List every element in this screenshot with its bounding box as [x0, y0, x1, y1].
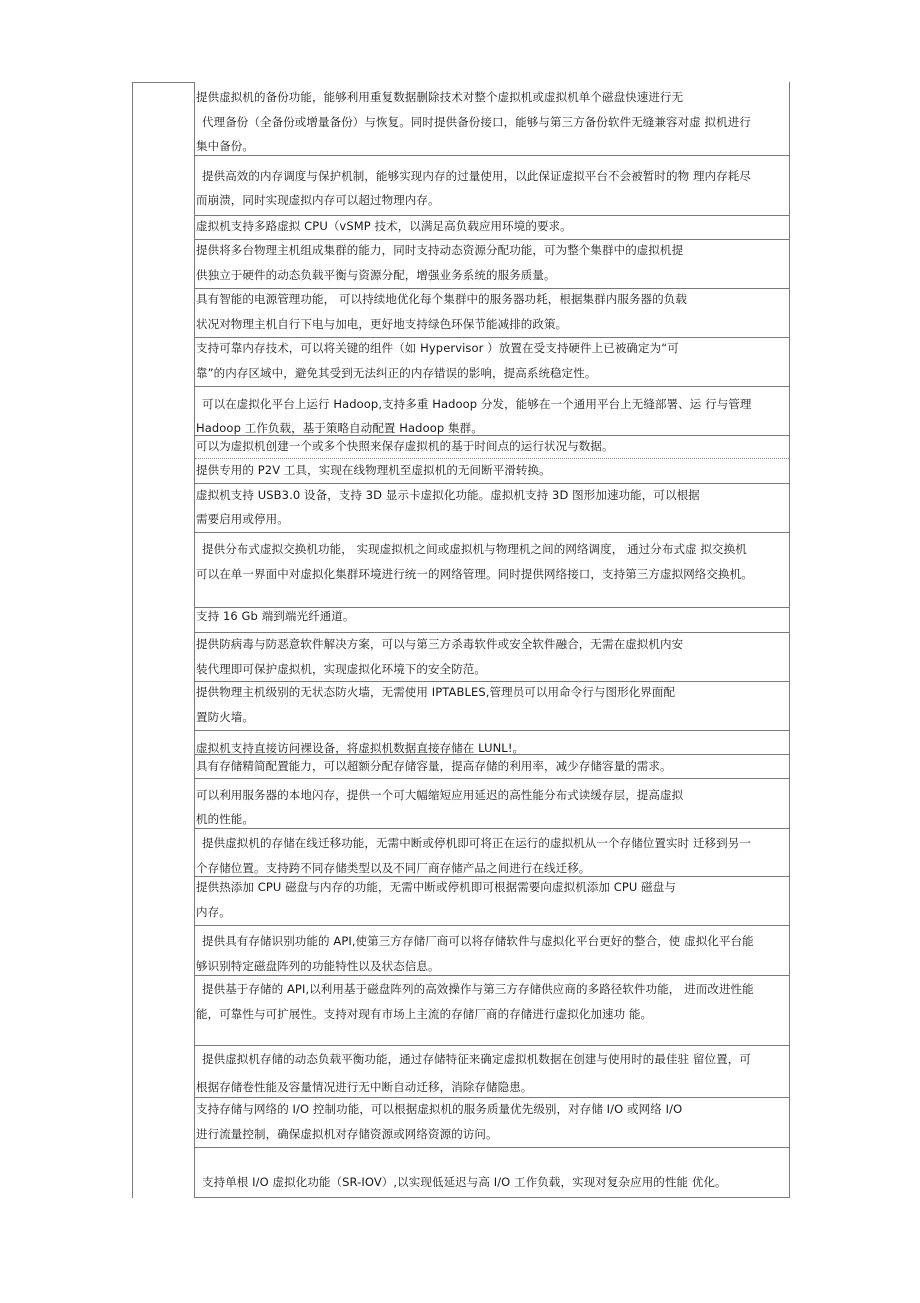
row-text-line: 虚拟机支持多路虚拟 CPU（vSMP 技术，以满足高负载应用环境的要求。	[196, 219, 572, 233]
row-text-line: 支持存储与网络的 I/O 控制功能，可以根据虚拟机的服务质量优先级别，对存储 I/O 或网络 I/O	[196, 1102, 683, 1116]
row-text-line: 提供具有存储识别功能的 API,使第三方存储厂商可以将存储软件与虚拟化平台更好的整合，使 虚拟化平台能	[202, 934, 754, 948]
table-row	[195, 755, 789, 779]
table-row	[195, 682, 789, 731]
table-row	[195, 1148, 789, 1198]
table-row	[195, 533, 789, 608]
table-row	[195, 731, 789, 755]
row-text-line: 虚拟机支持 USB3.0 设备，支持 3D 显示卡虚拟化功能。虚拟机支持 3D 图形加速功能，可以根据	[196, 488, 700, 502]
row-text-line: 可以在单一界面中对虚拟化集群环境进行统一的网络管理。同时提供网络接口，支持第三方虚拟网络交换机。	[196, 567, 753, 581]
row-text-line: 支持单根 I/O 虚拟化功能（SR-IOV）,以实现低延迟与高 I/O 工作负载，实现对复杂应用的性能 优化。	[202, 1175, 727, 1189]
row-text-line: 而崩溃，同时实现虚拟内存可以超过物理内存。	[196, 193, 440, 207]
row-text-line: 可以在虚拟化平台上运行 Hadoop,支持多重 Hadoop 分发，能够在一个通用平台上无缝部署、运 行与管理	[202, 397, 752, 411]
row-text-line: 能，可靠性与可扩展性。支持对现有市场上主流的存储厂商的存储进行虚拟化加速功 能。	[196, 1007, 653, 1021]
row-text-line: 提供物理主机级别的无状态防火墙，无需使用 IPTABLES,管理员可以用命令行与图形化界面配	[196, 685, 676, 699]
row-text-line: 个存储位置。支持跨不同存储类型以及不同厂商存储产品之间进行在线迁移。	[196, 861, 591, 875]
table-row	[195, 387, 789, 436]
row-text-line: 状况对物理主机自行下电与加电，更好地支持绿色环保节能减排的政策。	[196, 317, 568, 331]
row-text-line: 根据存储卷性能及容量情况进行无中断自动迁移，消除存储隐患。	[196, 1080, 533, 1094]
row-text-line: 提供防病毒与防恶意软件解决方案，可以与第三方杀毒软件或安全软件融合，无需在虚拟机内安	[196, 637, 684, 651]
row-text-line: 提供基于存储的 API,以利用基于磁盘阵列的高效操作与第三方存储供应商的多路径软件功能， 进而改进性能	[202, 982, 754, 996]
row-text-line: 装代理即可保护虚拟机，实现虚拟化环境下的安全防范。	[196, 662, 486, 676]
table-row	[195, 82, 789, 156]
row-text-line: 置防火墙。	[196, 710, 254, 724]
row-text-line: 够识别特定磁盘阵列的功能特性以及状态信息。	[196, 959, 440, 973]
table-row	[195, 633, 789, 682]
row-text-line: 机的性能。	[196, 812, 254, 826]
table-row	[195, 1046, 789, 1098]
row-text-line: 提供分布式虚拟交换机功能， 实现虚拟机之间或虚拟机与物理机之间的网络调度， 通过分布式虚 拟交换机	[202, 542, 747, 556]
table-row	[195, 240, 789, 289]
requirements-table	[132, 82, 790, 1198]
row-text-line: 虚拟机支持直接访问裸设备，将虚拟机数据直接存储在 LUNL!。	[196, 741, 525, 755]
row-text-line: 可以为虚拟机创建一个或多个快照来保存虚拟机的基于时间点的运行状况与数据。	[196, 439, 614, 453]
table-row	[195, 779, 789, 829]
table-row	[195, 608, 789, 633]
spec-column	[194, 82, 790, 1198]
table-row	[195, 338, 789, 387]
table-row	[195, 1098, 789, 1148]
row-text-line: 支持可靠内存技术，可以将关键的组件（如 Hypervisor ）放置在受支持硬件上已被确定为“可	[196, 341, 679, 355]
table-row	[195, 459, 789, 484]
row-text-line: 提供专用的 P2V 工具，实现在线物理机至虚拟机的无间断平滑转换。	[196, 463, 551, 477]
row-text-line: 提供将多台物理主机组成集群的能力，同时支持动态资源分配功能，可为整个集群中的虚拟机提	[196, 243, 684, 257]
row-text-line: 集中备份。	[196, 139, 254, 153]
row-text-line: 提供高效的内存调度与保护机制，能够实现内存的过量使用，以此保证虚拟平台不会被暂时的物 理内存耗尽	[202, 169, 751, 183]
row-text-line: 提供热添加 CPU 磁盘与内存的功能，无需中断或停机即可根据需要向虚拟机添加 CPU 磁盘与	[196, 880, 676, 894]
row-text-line: 供独立于硬件的动态负载平衡与资源分配，增强业务系统的服务质量。	[196, 268, 556, 282]
row-text-line: 具有存储精简配置能力，可以超额分配存储容量，提高存储的利用率，减少存储容量的需求。	[196, 759, 672, 773]
row-text-line: 具有智能的电源管理功能， 可以持续地优化每个集群中的服务器功耗，根据集群内服务器的负载	[196, 292, 687, 306]
row-text-line: 需要启用或停用。	[196, 512, 289, 526]
table-row	[195, 216, 789, 240]
row-text-line: 提供虚拟机的存储在线迁移功能，无需中断或停机即可将正在运行的虚拟机从一个存储位置实时 迁移到另一	[202, 836, 751, 850]
table-row	[195, 829, 789, 877]
row-text-line: 内存。	[196, 905, 231, 919]
table-row	[195, 156, 789, 216]
table-row	[195, 484, 789, 533]
row-text-line: 可以利用服务器的本地闪存，提供一个可大幅缩短应用延迟的高性能分布式读缓存层，提高虚拟	[196, 788, 684, 802]
row-text-line: 提供虚拟机的备份功能，能够利用重复数据删除技术对整个虚拟机或虚拟机单个磁盘快速进行无	[196, 90, 684, 104]
row-text-line: 靠”的内存区域中，避免其受到无法纠正的内存错误的影响，提高系统稳定性。	[196, 366, 597, 380]
row-text-line: 进行流量控制，确保虚拟机对存储资源或网络资源的访问。	[196, 1127, 498, 1141]
row-text-line: 支持 16 Gb 端到端光纤通道。	[196, 609, 355, 623]
table-row	[195, 289, 789, 338]
row-text-line: Hadoop 工作负载，基于策略自动配置 Hadoop 集群。	[196, 421, 483, 435]
row-text-line: 提供虚拟机存储的动态负载平衡功能，通过存储特征来确定虚拟机数据在创建与使用时的最佳驻 留位置，可	[202, 1052, 751, 1066]
category-column	[132, 82, 194, 1198]
table-row	[195, 976, 789, 1046]
table-row	[195, 926, 789, 976]
row-text-line: 代理备份（全备份或增量备份）与恢复。同时提供备份接口，能够与第三方备份软件无缝兼容对虚 拟机进行	[202, 115, 751, 129]
table-row	[195, 877, 789, 926]
table-row	[195, 436, 789, 459]
